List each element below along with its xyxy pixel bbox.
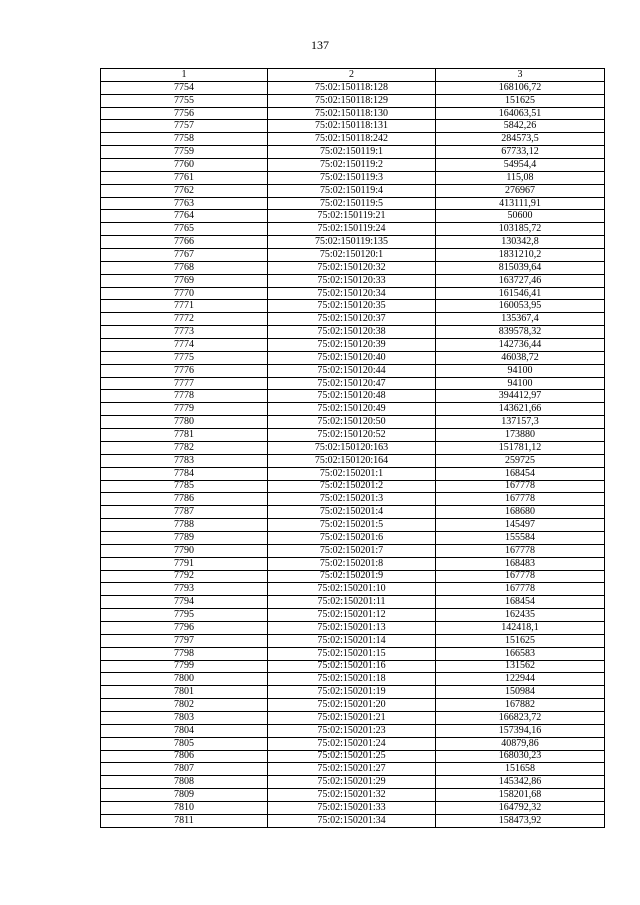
table-row [101, 223, 605, 236]
row-number-cell: 7777 [101, 377, 268, 390]
row-number-cell: 7810 [101, 801, 268, 814]
table-row [101, 351, 605, 364]
cadastral-number-cell: 75:02:150201:9 [268, 570, 436, 583]
value-cell: 161546,41 [436, 287, 605, 300]
table-row [101, 801, 605, 814]
table-row [101, 647, 605, 660]
cadastral-number-cell: 75:02:150120:50 [268, 416, 436, 429]
value-cell: 164792,32 [436, 801, 605, 814]
cadastral-number-cell: 75:02:150119:135 [268, 236, 436, 249]
table-row [101, 429, 605, 442]
table-row [101, 506, 605, 519]
cadastral-number-cell: 75:02:150120:163 [268, 441, 436, 454]
cadastral-number-cell: 75:02:150201:5 [268, 519, 436, 532]
cadastral-number-cell: 75:02:150201:16 [268, 660, 436, 673]
cadastral-number-cell: 75:02:150201:2 [268, 480, 436, 493]
cadastral-number-cell: 75:02:150201:27 [268, 763, 436, 776]
table-row [101, 210, 605, 223]
value-cell: 276967 [436, 184, 605, 197]
value-cell: 46038,72 [436, 351, 605, 364]
table-row [101, 531, 605, 544]
value-cell: 40879,86 [436, 737, 605, 750]
value-cell: 162435 [436, 609, 605, 622]
row-number-cell: 7761 [101, 171, 268, 184]
row-number-cell: 7754 [101, 81, 268, 94]
table-row [101, 544, 605, 557]
table-row [101, 249, 605, 262]
value-cell: 166583 [436, 647, 605, 660]
row-number-cell: 7781 [101, 429, 268, 442]
table-row [101, 94, 605, 107]
cadastral-number-cell: 75:02:150119:24 [268, 223, 436, 236]
row-number-cell: 7755 [101, 94, 268, 107]
row-number-cell: 7794 [101, 596, 268, 609]
value-cell: 166823,72 [436, 711, 605, 724]
value-cell: 54954,4 [436, 159, 605, 172]
row-number-cell: 7763 [101, 197, 268, 210]
value-cell: 142736,44 [436, 339, 605, 352]
table-body [101, 81, 605, 827]
value-cell: 131562 [436, 660, 605, 673]
row-number-cell: 7764 [101, 210, 268, 223]
table-row [101, 441, 605, 454]
row-number-cell: 7793 [101, 583, 268, 596]
table-row [101, 724, 605, 737]
row-number-cell: 7801 [101, 686, 268, 699]
row-number-cell: 7805 [101, 737, 268, 750]
cadastral-number-cell: 75:02:150120:35 [268, 300, 436, 313]
value-cell: 145342,86 [436, 776, 605, 789]
cadastral-number-cell: 75:02:150119:5 [268, 197, 436, 210]
cadastral-number-cell: 75:02:150201:6 [268, 531, 436, 544]
cadastral-number-cell: 75:02:150201:25 [268, 750, 436, 763]
table-header [101, 69, 605, 82]
column-header-1: 1 [101, 69, 268, 82]
row-number-cell: 7808 [101, 776, 268, 789]
cadastral-number-cell: 75:02:150201:34 [268, 814, 436, 827]
row-number-cell: 7797 [101, 634, 268, 647]
row-number-cell: 7780 [101, 416, 268, 429]
table-row [101, 634, 605, 647]
row-number-cell: 7756 [101, 107, 268, 120]
row-number-cell: 7775 [101, 351, 268, 364]
table-row [101, 814, 605, 827]
row-number-cell: 7807 [101, 763, 268, 776]
cadastral-number-cell: 75:02:150201:21 [268, 711, 436, 724]
value-cell: 50600 [436, 210, 605, 223]
cadastral-number-cell: 75:02:150201:18 [268, 673, 436, 686]
value-cell: 94100 [436, 364, 605, 377]
value-cell: 163727,46 [436, 274, 605, 287]
cadastral-number-cell: 75:02:150201:11 [268, 596, 436, 609]
value-cell: 168680 [436, 506, 605, 519]
value-cell: 168483 [436, 557, 605, 570]
column-header-2: 2 [268, 69, 436, 82]
cadastral-number-cell: 75:02:150201:20 [268, 699, 436, 712]
value-cell: 394412,97 [436, 390, 605, 403]
value-cell: 94100 [436, 377, 605, 390]
table-row [101, 609, 605, 622]
value-cell: 130342,8 [436, 236, 605, 249]
cadastral-number-cell: 75:02:150120:34 [268, 287, 436, 300]
value-cell: 115,08 [436, 171, 605, 184]
cadastral-number-cell: 75:02:150201:1 [268, 467, 436, 480]
table-row [101, 146, 605, 159]
table-row [101, 159, 605, 172]
table-row [101, 673, 605, 686]
table-row [101, 339, 605, 352]
value-cell: 151781,12 [436, 441, 605, 454]
row-number-cell: 7791 [101, 557, 268, 570]
value-cell: 173880 [436, 429, 605, 442]
cadastral-number-cell: 75:02:150120:40 [268, 351, 436, 364]
row-number-cell: 7757 [101, 120, 268, 133]
row-number-cell: 7768 [101, 261, 268, 274]
value-cell: 137157,3 [436, 416, 605, 429]
row-number-cell: 7783 [101, 454, 268, 467]
table-row [101, 364, 605, 377]
cadastral-number-cell: 75:02:150201:15 [268, 647, 436, 660]
value-cell: 839578,32 [436, 326, 605, 339]
cadastral-number-cell: 75:02:150201:13 [268, 621, 436, 634]
page-number: 137 [311, 38, 329, 52]
value-cell: 150984 [436, 686, 605, 699]
table-row [101, 377, 605, 390]
row-number-cell: 7811 [101, 814, 268, 827]
table-row [101, 454, 605, 467]
table-row [101, 557, 605, 570]
value-cell: 103185,72 [436, 223, 605, 236]
row-number-cell: 7788 [101, 519, 268, 532]
row-number-cell: 7778 [101, 390, 268, 403]
row-number-cell: 7803 [101, 711, 268, 724]
cadastral-number-cell: 75:02:150201:33 [268, 801, 436, 814]
cadastral-number-cell: 75:02:150120:49 [268, 403, 436, 416]
table-row [101, 480, 605, 493]
value-cell: 158473,92 [436, 814, 605, 827]
value-cell: 168106,72 [436, 81, 605, 94]
table-row [101, 750, 605, 763]
cadastral-number-cell: 75:02:150120:37 [268, 313, 436, 326]
value-cell: 1831210,2 [436, 249, 605, 262]
table-row [101, 120, 605, 133]
value-cell: 259725 [436, 454, 605, 467]
value-cell: 160053,95 [436, 300, 605, 313]
cadastral-number-cell: 75:02:150201:32 [268, 789, 436, 802]
table-row [101, 660, 605, 673]
cadastral-number-cell: 75:02:150201:29 [268, 776, 436, 789]
table-row [101, 699, 605, 712]
table-row [101, 596, 605, 609]
table-row [101, 390, 605, 403]
cadastral-number-cell: 75:02:150120:44 [268, 364, 436, 377]
cadastral-number-cell: 75:02:150201:19 [268, 686, 436, 699]
cadastral-number-cell: 75:02:150119:4 [268, 184, 436, 197]
value-cell: 168454 [436, 596, 605, 609]
table-row [101, 789, 605, 802]
value-cell: 284573,5 [436, 133, 605, 146]
table-row [101, 107, 605, 120]
cadastral-number-cell: 75:02:150118:129 [268, 94, 436, 107]
cadastral-number-cell: 75:02:150120:33 [268, 274, 436, 287]
value-cell: 5842,26 [436, 120, 605, 133]
table-row [101, 416, 605, 429]
table-row [101, 737, 605, 750]
row-number-cell: 7806 [101, 750, 268, 763]
table-row [101, 171, 605, 184]
table-row [101, 133, 605, 146]
cadastral-number-cell: 75:02:150201:7 [268, 544, 436, 557]
cadastral-number-cell: 75:02:150119:3 [268, 171, 436, 184]
cadastral-number-cell: 75:02:150201:8 [268, 557, 436, 570]
row-number-cell: 7771 [101, 300, 268, 313]
cadastral-number-cell: 75:02:150120:47 [268, 377, 436, 390]
cadastral-number-cell: 75:02:150201:12 [268, 609, 436, 622]
value-cell: 168454 [436, 467, 605, 480]
cadastral-number-cell: 75:02:150120:1 [268, 249, 436, 262]
header-row [101, 69, 605, 82]
cadastral-number-cell: 75:02:150201:14 [268, 634, 436, 647]
cadastral-number-cell: 75:02:150120:39 [268, 339, 436, 352]
value-cell: 157394,16 [436, 724, 605, 737]
table-row [101, 184, 605, 197]
row-number-cell: 7782 [101, 441, 268, 454]
row-number-cell: 7759 [101, 146, 268, 159]
table-row [101, 776, 605, 789]
cadastral-value-table [100, 68, 605, 828]
table-row [101, 313, 605, 326]
table-row [101, 403, 605, 416]
value-cell: 167778 [436, 583, 605, 596]
table-row [101, 197, 605, 210]
row-number-cell: 7787 [101, 506, 268, 519]
row-number-cell: 7784 [101, 467, 268, 480]
row-number-cell: 7766 [101, 236, 268, 249]
row-number-cell: 7760 [101, 159, 268, 172]
cadastral-number-cell: 75:02:150201:24 [268, 737, 436, 750]
cadastral-number-cell: 75:02:150118:128 [268, 81, 436, 94]
value-cell: 151658 [436, 763, 605, 776]
table-row [101, 570, 605, 583]
cadastral-number-cell: 75:02:150120:32 [268, 261, 436, 274]
row-number-cell: 7779 [101, 403, 268, 416]
cadastral-number-cell: 75:02:150201:3 [268, 493, 436, 506]
column-header-3: 3 [436, 69, 605, 82]
row-number-cell: 7799 [101, 660, 268, 673]
row-number-cell: 7776 [101, 364, 268, 377]
value-cell: 167882 [436, 699, 605, 712]
table-row [101, 583, 605, 596]
row-number-cell: 7789 [101, 531, 268, 544]
row-number-cell: 7790 [101, 544, 268, 557]
value-cell: 155584 [436, 531, 605, 544]
table-row [101, 519, 605, 532]
row-number-cell: 7786 [101, 493, 268, 506]
cadastral-number-cell: 75:02:150201:4 [268, 506, 436, 519]
table-row [101, 621, 605, 634]
cadastral-number-cell: 75:02:150118:130 [268, 107, 436, 120]
cadastral-number-cell: 75:02:150201:23 [268, 724, 436, 737]
table-row [101, 326, 605, 339]
table-row [101, 236, 605, 249]
row-number-cell: 7792 [101, 570, 268, 583]
row-number-cell: 7773 [101, 326, 268, 339]
row-number-cell: 7769 [101, 274, 268, 287]
table-row [101, 686, 605, 699]
row-number-cell: 7772 [101, 313, 268, 326]
cadastral-number-cell: 75:02:150201:10 [268, 583, 436, 596]
row-number-cell: 7795 [101, 609, 268, 622]
row-number-cell: 7762 [101, 184, 268, 197]
table-row [101, 711, 605, 724]
cadastral-number-cell: 75:02:150120:48 [268, 390, 436, 403]
value-cell: 168030,23 [436, 750, 605, 763]
table-row [101, 467, 605, 480]
table-row [101, 493, 605, 506]
value-cell: 815039,64 [436, 261, 605, 274]
row-number-cell: 7758 [101, 133, 268, 146]
value-cell: 158201,68 [436, 789, 605, 802]
cadastral-number-cell: 75:02:150119:1 [268, 146, 436, 159]
value-cell: 143621,66 [436, 403, 605, 416]
value-cell: 167778 [436, 480, 605, 493]
table-row [101, 300, 605, 313]
cadastral-number-cell: 75:02:150119:2 [268, 159, 436, 172]
value-cell: 67733,12 [436, 146, 605, 159]
value-cell: 167778 [436, 544, 605, 557]
row-number-cell: 7785 [101, 480, 268, 493]
value-cell: 413111,91 [436, 197, 605, 210]
cadastral-number-cell: 75:02:150120:52 [268, 429, 436, 442]
row-number-cell: 7765 [101, 223, 268, 236]
value-cell: 145497 [436, 519, 605, 532]
value-cell: 151625 [436, 94, 605, 107]
row-number-cell: 7774 [101, 339, 268, 352]
row-number-cell: 7802 [101, 699, 268, 712]
value-cell: 142418,1 [436, 621, 605, 634]
row-number-cell: 7770 [101, 287, 268, 300]
row-number-cell: 7804 [101, 724, 268, 737]
cadastral-number-cell: 75:02:150118:242 [268, 133, 436, 146]
value-cell: 167778 [436, 493, 605, 506]
table-row [101, 287, 605, 300]
table-row [101, 261, 605, 274]
row-number-cell: 7800 [101, 673, 268, 686]
value-cell: 167778 [436, 570, 605, 583]
value-cell: 135367,4 [436, 313, 605, 326]
cadastral-number-cell: 75:02:150118:131 [268, 120, 436, 133]
table-row [101, 81, 605, 94]
table-row [101, 274, 605, 287]
value-cell: 151625 [436, 634, 605, 647]
row-number-cell: 7796 [101, 621, 268, 634]
cadastral-number-cell: 75:02:150119:21 [268, 210, 436, 223]
cadastral-number-cell: 75:02:150120:38 [268, 326, 436, 339]
row-number-cell: 7809 [101, 789, 268, 802]
value-cell: 122944 [436, 673, 605, 686]
table-row [101, 763, 605, 776]
cadastral-number-cell: 75:02:150120:164 [268, 454, 436, 467]
row-number-cell: 7798 [101, 647, 268, 660]
value-cell: 164063,51 [436, 107, 605, 120]
row-number-cell: 7767 [101, 249, 268, 262]
